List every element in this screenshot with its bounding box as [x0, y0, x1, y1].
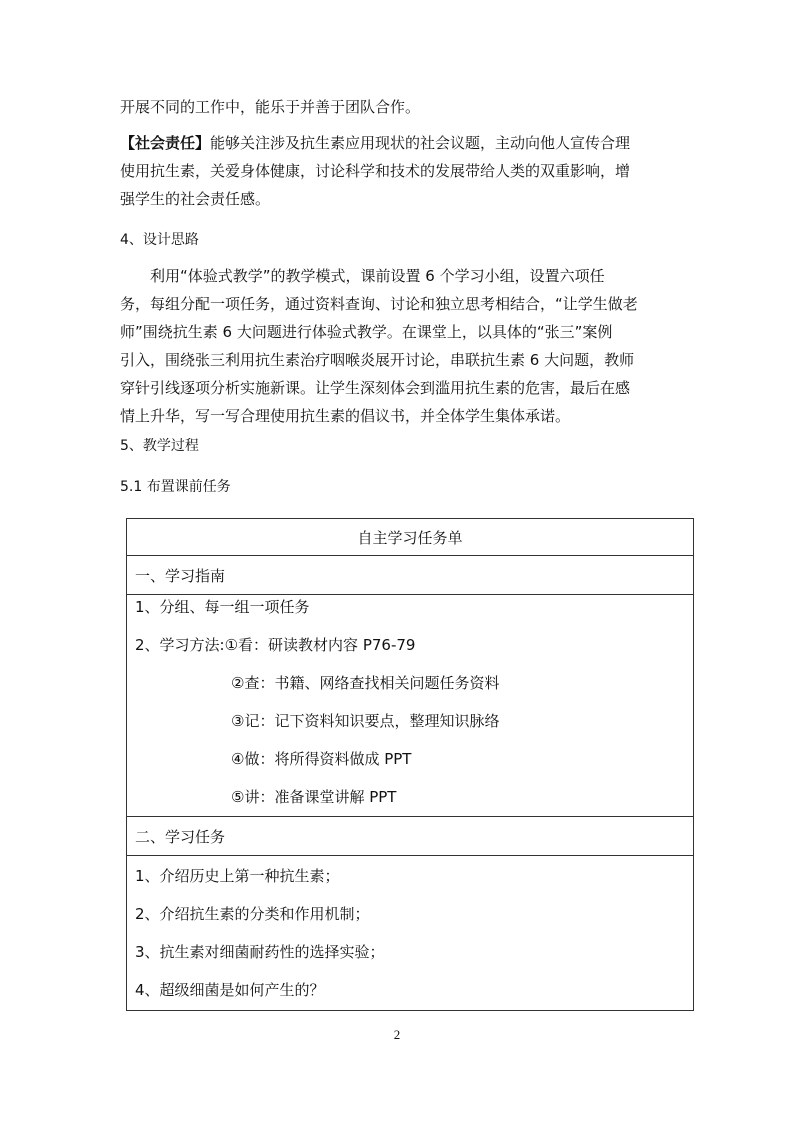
social-responsibility-para-line-3: 强学生的社会责任感。: [120, 190, 271, 208]
design-para-line-6: 情上升华，写一写合理使用抗生素的倡议书，并全体学生集体承诺。: [120, 407, 571, 425]
table-row: [127, 595, 694, 817]
design-para-line-3: 师”围绕抗生素 6 大问题进行体验式教学。在课堂上，以具体的“张三”案例: [120, 323, 613, 341]
design-para-line-4: 引入，围绕张三利用抗生素治疗咽喉炎展开讨论，串联抗生素 6 大问题，教师: [120, 351, 635, 369]
guide-item: ④做：将所得资料做成 PPT: [231, 750, 412, 768]
section-5-title: 5、教学过程: [120, 438, 199, 454]
task-content: [127, 856, 694, 1011]
section-4-title: 4、设计思路: [120, 232, 199, 248]
team-line: 开展不同的工作中，能乐于并善于团队合作。: [120, 98, 421, 116]
section-5-1-title: 5.1 布置课前任务: [120, 479, 231, 495]
self-study-task-table: [126, 518, 694, 1011]
table-title: 自主学习任务单: [127, 519, 694, 556]
task-item: 2、介绍抗生素的分类和作用机制；: [135, 905, 370, 923]
page-number: 2: [393, 1027, 401, 1042]
task-item: 3、抗生素对细菌耐药性的选择实验；: [135, 943, 385, 961]
task-item: 1、介绍历史上第一种抗生素；: [135, 867, 340, 885]
table-row: [127, 817, 694, 856]
social-responsibility-text: 能够关注涉及抗生素应用现状的社会议题，主动向他人宣传合理: [210, 134, 631, 152]
table-row: [127, 856, 694, 1011]
task-item: 4、超级细菌是如何产生的？: [135, 981, 325, 999]
table-title-row: [127, 519, 694, 556]
task-header: 二、学习任务: [127, 817, 694, 856]
design-para-line-5: 穿针引线逐项分析实施新课。让学生深刻体会到滥用抗生素的危害，最后在感: [120, 379, 631, 397]
guide-item: ⑤讲：准备课堂讲解 PPT: [231, 788, 397, 806]
guide-item: ②查：书籍、网络查找相关问题任务资料: [231, 674, 500, 692]
social-responsibility-para-line-1: [120, 133, 630, 153]
guide-header: 一、学习指南: [127, 556, 694, 595]
guide-item: ③记：记下资料知识要点，整理知识脉络: [231, 712, 500, 730]
guide-item: 1、分组、每一组一项任务: [135, 598, 310, 616]
design-para-line-1: 利用“体验式教学”的教学模式，课前设置 6 个学习小组，设置六项任: [150, 267, 605, 285]
table-row: [127, 556, 694, 595]
guide-item: 2、学习方法:①看：研读教材内容 P76-79: [135, 636, 416, 654]
guide-content: [127, 595, 694, 817]
social-responsibility-label: 【社会责任】: [120, 134, 211, 152]
social-responsibility-para-line-2: 使用抗生素，关爱身体健康，讨论科学和技术的发展带给人类的双重影响，增: [120, 162, 631, 180]
design-para-line-2: 务，每组分配一项任务，通过资料查询、讨论和独立思考相结合，“让学生做老: [120, 295, 638, 313]
